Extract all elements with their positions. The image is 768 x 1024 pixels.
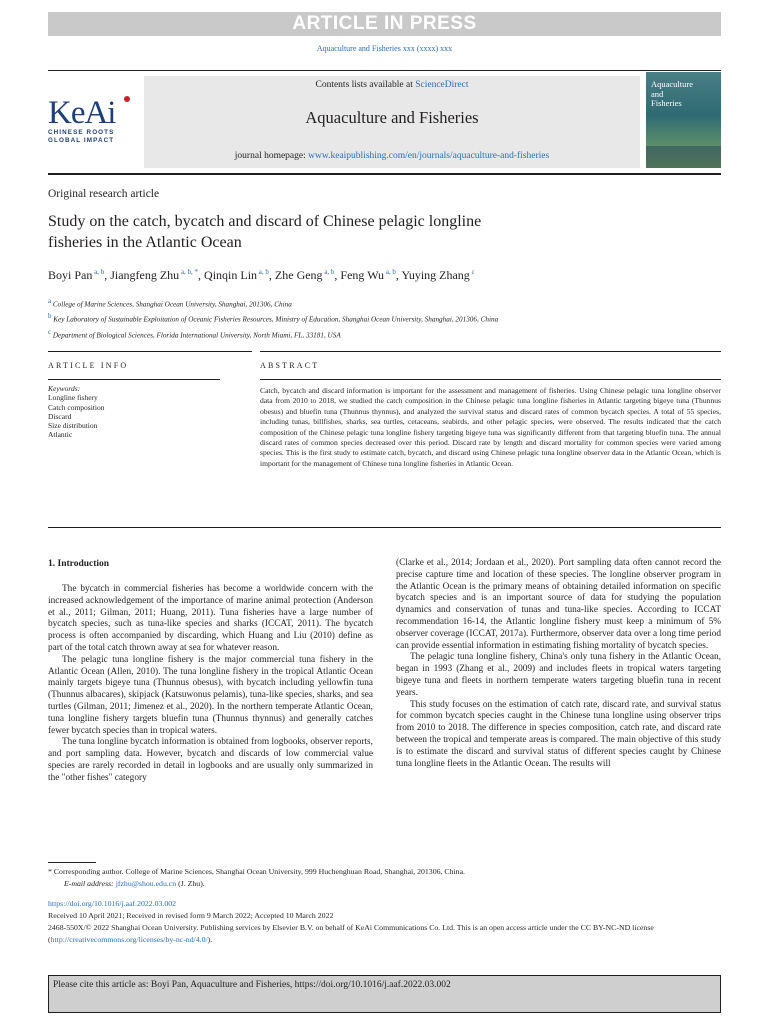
sciencedirect-link[interactable]: ScienceDirect bbox=[415, 80, 469, 90]
email-link[interactable]: jfzhu@shou.edu.cn bbox=[115, 879, 177, 888]
article-title bbox=[48, 211, 608, 253]
abstract-rule bbox=[260, 379, 721, 380]
author-name: Feng Wu bbox=[340, 268, 385, 282]
keyword-item: Catch composition bbox=[48, 402, 105, 412]
author-name: Yuying Zhang bbox=[401, 268, 470, 282]
author-name: Zhe Geng bbox=[274, 268, 323, 282]
author-affiliation-marker[interactable]: a, b bbox=[257, 268, 269, 276]
article-info-heading: ARTICLE INFO bbox=[48, 361, 129, 370]
affiliation-marker: b bbox=[48, 312, 54, 321]
author-affiliation-marker[interactable]: a, b bbox=[384, 268, 396, 276]
header-top-rule bbox=[48, 70, 721, 71]
abstract-bottom-rule bbox=[48, 527, 721, 528]
footnote-rule bbox=[48, 862, 96, 863]
author-name: Qinqin Lin bbox=[204, 268, 258, 282]
article-in-press-banner: ARTICLE IN PRESS bbox=[48, 12, 721, 36]
email-suffix: (J. Zhu). bbox=[176, 879, 205, 888]
affiliation-text: Key Laboratory of Sustainable Exploitation of Oceanic Fisheries Resources, Ministry of Education, Shanghai Ocean University, Shanghai, 201306, China bbox=[53, 315, 499, 324]
corresponding-author-note: * Corresponding author. College of Marine Sciences, Shanghai Ocean University, 999 Huchenghuan Road, Shanghai, 201306, China. bbox=[48, 867, 465, 876]
homepage-link[interactable]: www.keaipublishing.com/en/journals/aquaculture-and-fisheries bbox=[308, 151, 550, 161]
author-list bbox=[48, 268, 475, 283]
article-title-line-1: Study on the catch, bycatch and discard of Chinese pelagic longline bbox=[48, 213, 482, 230]
keyword-item: Discard bbox=[48, 411, 72, 421]
author-name: Jiangfeng Zhu bbox=[110, 268, 180, 282]
affiliation-text: Department of Biological Sciences, Florida International University, North Miami, FL, 33181, USA bbox=[52, 331, 341, 340]
logo-red-dot bbox=[124, 96, 130, 102]
abstract-top-rule bbox=[260, 351, 721, 352]
author-affiliation-marker[interactable]: a, b bbox=[322, 268, 335, 276]
logo-tagline-1: CHINESE ROOTS bbox=[48, 129, 115, 136]
contents-prefix: Contents lists available at bbox=[315, 80, 416, 90]
article-info-rule bbox=[48, 351, 252, 352]
body-paragraph: The bycatch in commercial fisheries has become a worldwide concern with the increased acknowledgement of the importance of marine animal protection (Anderson et al., 2011; Gilman, 2011; Huang, 2011). Tuna fisheries have a large number of bycatch species, such as tuna-like species and sharks (ICCAT, 2011). The bycatch process is often accompanied by discarding, which Huang and Liu (2010) define as part of the total catch thrown away at sea for whatever reason. bbox=[48, 584, 373, 653]
affiliation-item bbox=[48, 326, 498, 341]
keyword-item: Longline fishery bbox=[48, 393, 98, 403]
journal-cover-image bbox=[646, 72, 721, 168]
keyword-item: Atlantic bbox=[48, 430, 73, 440]
body-column-left bbox=[48, 584, 373, 785]
received-dates: Received 10 April 2021; Received in revised form 9 March 2022; Accepted 10 March 2022 bbox=[48, 911, 334, 920]
keyword-item: Size distribution bbox=[48, 421, 98, 431]
keywords-rule bbox=[48, 379, 220, 380]
author-affiliation-marker[interactable]: c bbox=[469, 268, 475, 276]
affiliation-marker: a bbox=[48, 297, 53, 305]
contents-line bbox=[144, 80, 640, 90]
homepage-prefix: journal homepage: bbox=[234, 151, 309, 161]
author-name: Boyi Pan bbox=[48, 268, 93, 282]
article-metadata bbox=[48, 898, 721, 946]
body-paragraph: The pelagic tuna longline fishery is the major commercial tuna fishery in the Atlantic Ocean (Allen, 2010). The tuna longline fishery in the tropical Atlantic Ocean mainly targets bigeye tuna (Thunnus obesus), with bycatch including yellowfin tuna (Thunnus albacares), skipjack (Katsuwonus pelamis), tuna-like species, sharks, and sea turtles (Gilman, 2011; Jimenez et al., 2020). In the northern temperate Atlantic Ocean, tuna longline fishery targets bluefin tuna (Thunnus thynnus) and generally catches fewer bycatch species than in tropical waters. bbox=[48, 654, 373, 736]
cover-title-1: Aquaculture bbox=[651, 79, 694, 89]
author-affiliation-marker[interactable]: a, b, * bbox=[179, 268, 199, 276]
copyright-text: 2468-550X/© 2022 Shanghai Ocean University. Publishing services by Elsevier B.V. on behalf of KeAi Communications Co. Ltd. This is an open access article under the CC BY-NC-ND license ( bbox=[48, 923, 654, 944]
homepage-line bbox=[144, 151, 640, 161]
affiliation-item bbox=[48, 310, 498, 325]
logo-tagline-2: GLOBAL IMPACT bbox=[48, 136, 115, 144]
body-paragraph: The pelagic tuna longline fishery, China's only tuna fishery in the Atlantic Ocean, began in 1993 (Zhang et al., 2009) and includes fleets in tropical waters targeting bigeye tuna and fleets in northern temperate waters targeting bluefin tuna in recent years. bbox=[396, 652, 721, 698]
body-paragraph: The tuna longline bycatch information is obtained from logbooks, observer reports, and port sampling data. However, bycatch and discards of low commercial value species are rarely recorded in detail in logbooks and are usually only summarized in the "other fishes" category bbox=[48, 737, 373, 783]
author-separator: , bbox=[104, 268, 111, 282]
license-link[interactable]: http://creativecommons.org/licenses/by-nc-nd/4.0/ bbox=[50, 935, 208, 944]
affiliation-marker: c bbox=[48, 327, 53, 336]
cover-bottom-strip bbox=[646, 146, 721, 168]
affiliation-text: College of Marine Sciences, Shanghai Ocean University, Shanghai, 201306, China bbox=[52, 300, 292, 309]
keywords-label: Keywords: bbox=[48, 384, 81, 393]
author-affiliation-marker[interactable]: a, b bbox=[92, 268, 105, 276]
email-line bbox=[48, 878, 721, 890]
logo-wordmark: KeAi bbox=[48, 95, 116, 131]
doi-link[interactable]: https://doi.org/10.1016/j.aaf.2022.03.002 bbox=[48, 899, 177, 908]
keai-logo bbox=[48, 95, 138, 144]
abstract-heading: ABSTRACT bbox=[260, 361, 320, 370]
header-bottom-rule bbox=[48, 173, 721, 175]
copyright-end: ). bbox=[207, 935, 213, 944]
author-separator: , bbox=[198, 268, 205, 282]
abstract-text: Catch, bycatch and discard information is important for the assessment and management of fisheries. Using Chinese pelagic tuna longline observer data from 2010 to 2018, we studied the catch composition in the Chinese pelagic tuna longline fisheries in Atlantic targeting bigeye tuna (Thunnus obesus) and bluefin tuna (Thunnus thynnus), and analyzed the survival status and discard rates of common bycatch species. A total of 55 species, including tunas, billfishes, sharks, sea turtles, cetaceans, seabirds, and other pelagic species, were observed. The results indicated that the catch composition of the Chinese pelagic tuna longline fishery targeting bigeye tuna was significantly different from that targeting bluefin tuna. The annual discard rates of common species decreased over this period. Discard rate by length and discard mortality for common species were varied among species. This is the first study to estimate catch, bycatch, and discard using Chinese pelagic tuna longline observer data in the Atlantic Ocean, which is important for the management of Chinese tuna longline fisheries in Atlantic Ocean. bbox=[260, 386, 721, 468]
author-separator: , bbox=[395, 268, 402, 282]
author-separator: , bbox=[268, 268, 275, 282]
journal-volume-line[interactable]: Aquaculture and Fisheries xxx (xxxx) xxx bbox=[316, 44, 453, 53]
section-heading-introduction: 1. Introduction bbox=[48, 559, 110, 569]
email-label: E-mail address: bbox=[64, 879, 114, 888]
body-paragraph: This study focuses on the estimation of catch rate, discard rate, and survival status for common bycatch species caught in the Chinese tuna longline using observer trips from 2010 to 2018. The difference in species composition, catch rate, and discard rate between the tropical and temperate areas is compared. The main objective of this study is to estimate the discard and survival status of different species caught by Chinese tuna longline fleets in the Atlantic Ocean. The results will bbox=[396, 699, 721, 769]
logo-tagline bbox=[48, 129, 138, 144]
affiliation-list bbox=[48, 295, 498, 341]
cover-title bbox=[651, 80, 693, 109]
keywords-block bbox=[48, 384, 104, 440]
cover-title-2: and bbox=[651, 88, 664, 99]
copyright-line bbox=[48, 922, 721, 946]
citation-box bbox=[48, 975, 721, 1013]
cover-title-3: Fisheries bbox=[651, 98, 682, 108]
journal-title: Aquaculture and Fisheries bbox=[305, 108, 479, 127]
article-title-line-2: fisheries in the Atlantic Ocean bbox=[48, 234, 242, 251]
article-type: Original research article bbox=[48, 188, 160, 200]
author-separator: , bbox=[334, 268, 341, 282]
body-paragraph: (Clarke et al., 2014; Jordaan et al., 2020). Port sampling data often cannot record the precise capture time and location of these species. The longline observer program in the Atlantic Ocean is the primary means of obtaining detailed information on specific bycatch species and is an important source of data for studying the population dynamics and conservation of tunas and tuna-like species. According to ICCAT recommendation 16-14, the Atlantic longline fishery must keep a minimum of 5% observer coverage (ICCAT, 2017a). Furthermore, observer data over a long time period can provide essential information in estimating fishing mortality of bycatch species. bbox=[396, 558, 721, 651]
citation-text: Please cite this article as: Boyi Pan, Aquaculture and Fisheries, https://doi.org/10.1016/j.aaf.2022.03.002 bbox=[53, 980, 451, 990]
body-column-right bbox=[396, 558, 721, 770]
affiliation-item bbox=[48, 295, 498, 310]
footnotes bbox=[48, 866, 721, 890]
